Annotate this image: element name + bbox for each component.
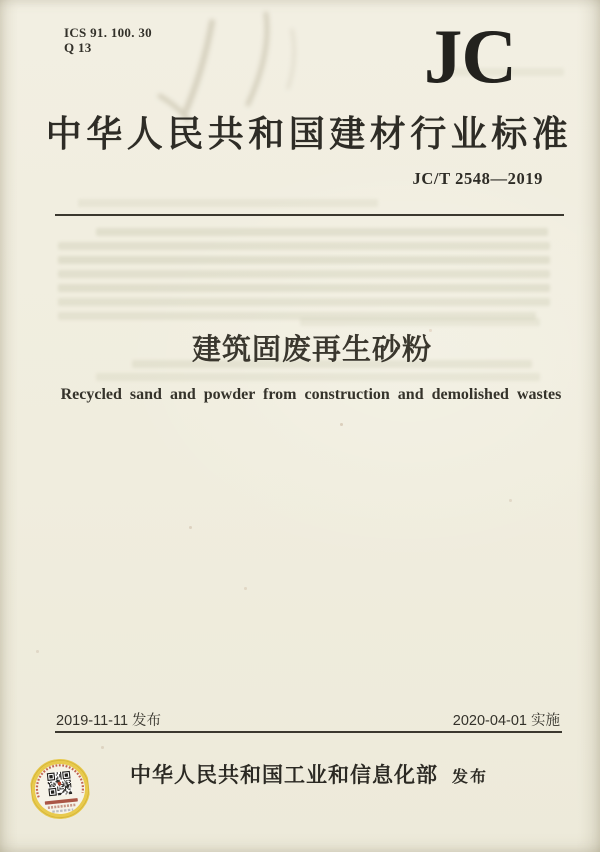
bottom-divider-line bbox=[55, 731, 562, 733]
publisher-name: 中华人民共和国工业和信息化部 bbox=[129, 763, 438, 787]
document-title-english: Recycled sand and powder from construction and demolished wastes bbox=[60, 386, 562, 403]
jc-logo: JC bbox=[423, 13, 516, 99]
document-class-code: Q 13 bbox=[64, 40, 92, 55]
anti-counterfeit-sticker bbox=[28, 756, 92, 822]
standard-category-title: 中华人民共和国建材行业标准 bbox=[45, 114, 573, 154]
publisher-line bbox=[0, 759, 600, 789]
sticker-graphic bbox=[28, 756, 92, 822]
ics-classification-block bbox=[64, 25, 152, 55]
ics-code: ICS 91. 100. 30 bbox=[64, 25, 152, 40]
qr-code-icon bbox=[47, 771, 72, 796]
document-title-chinese: 建筑固废再生砂粉 bbox=[191, 334, 432, 366]
publish-label: 发布 bbox=[451, 769, 488, 786]
top-divider-line bbox=[55, 214, 564, 216]
issue-date: 2019-11-11 发布 bbox=[56, 713, 162, 729]
standard-number: JC/T 2548—2019 bbox=[412, 169, 543, 188]
implementation-date: 2020-04-01 实施 bbox=[452, 713, 560, 729]
